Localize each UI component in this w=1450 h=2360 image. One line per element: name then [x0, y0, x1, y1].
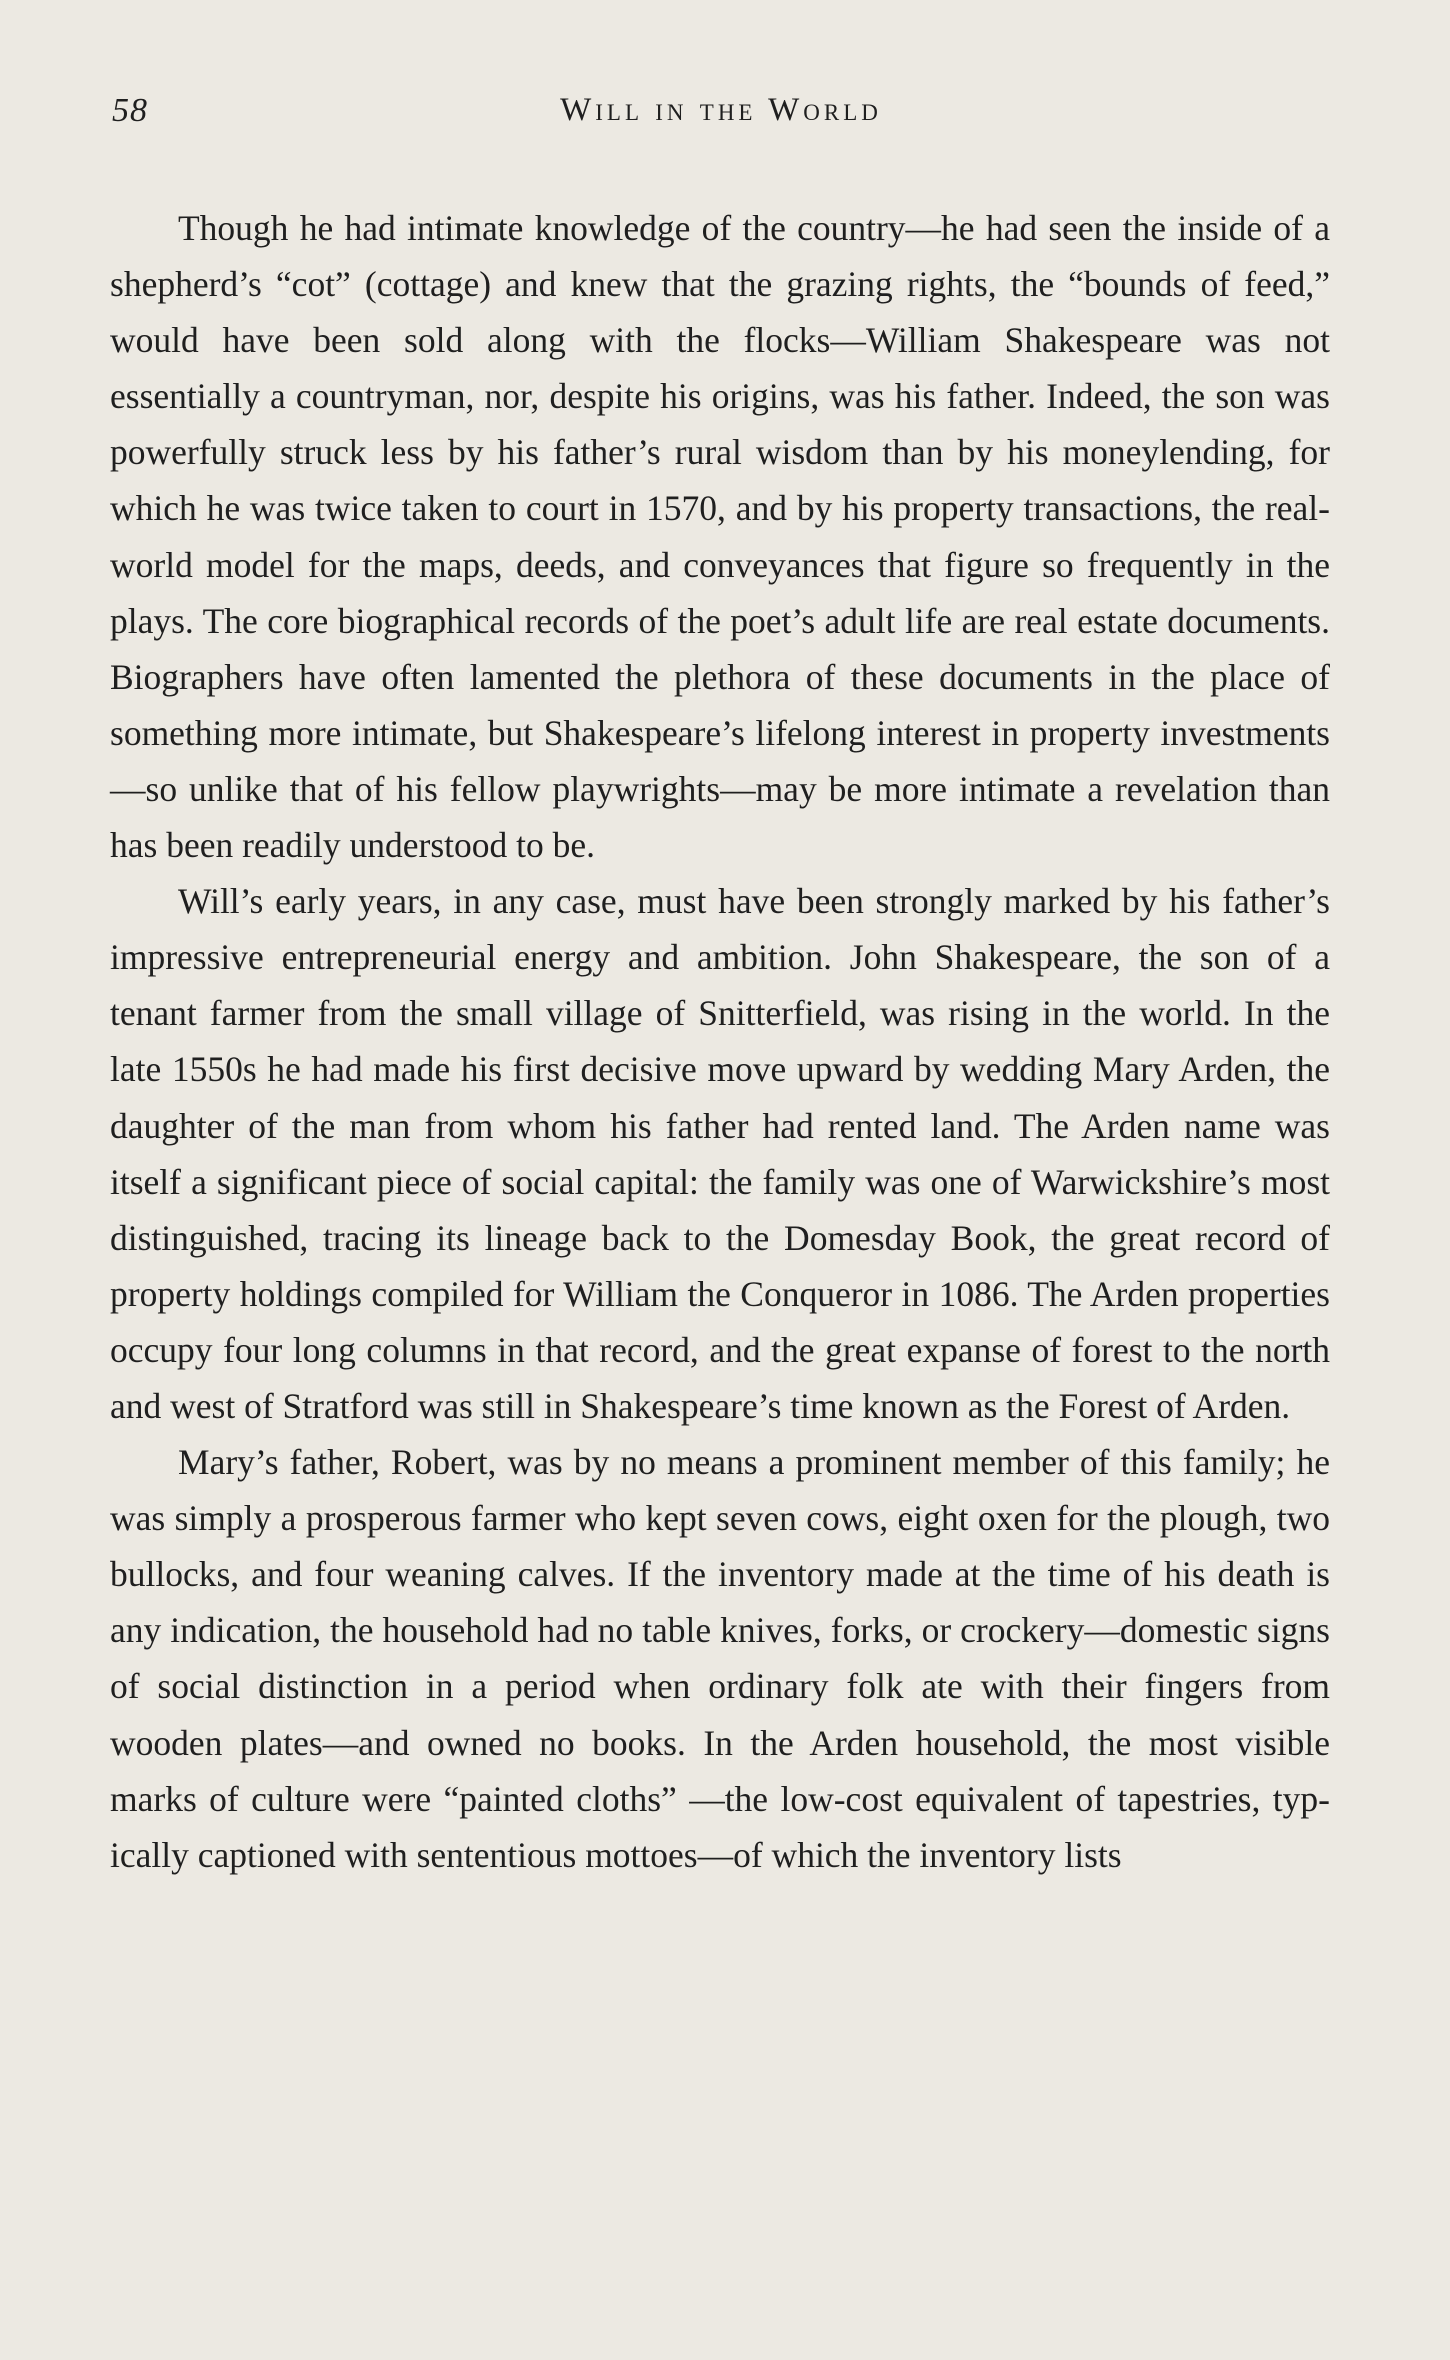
page-number: 58	[112, 92, 148, 129]
paragraph-1: Though he had intimate knowledge of the country—he had seen the inside of a shepherd’s “cot” (cottage) and knew that the grazing rights, the “bounds of feed,” would have been sold along with the flocks—William Shakespeare was not essentially a countryman, nor, despite his origins, was his father. Indeed, the son was powerfully struck less by his father’s rural wisdom than by his moneylending, for which he was twice taken to court in 1570, and by his property transactions, the real-world model for the maps, deeds, and conveyances that figure so frequently in the plays. The core biographical records of the poet’s adult life are real estate documents. Biographers have often lamented the plethora of these documents in the place of something more intimate, but Shakespeare’s lifelong interest in property investments—so unlike that of his fellow playwrights—may be more intimate a revelation than has been readily understood to be.	[110, 208, 1330, 866]
book-title: Will in the World	[560, 92, 882, 128]
running-head	[112, 92, 1330, 142]
paragraph-2: Will’s early years, in any case, must have been strongly marked by his father’s impressive entrepreneurial energy and ambition. John Shakespeare, the son of a tenant farmer from the small village of Snitterfield, was rising in the world. In the late 1550s he had made his first decisive move upward by wedding Mary Arden, the daughter of the man from whom his father had rented land. The Arden name was itself a significant piece of social capital: the family was one of Warwickshire’s most distinguished, tracing its lineage back to the Domesday Book, the great record of property holdings compiled for William the Conqueror in 1086. The Arden properties occupy four long columns in that record, and the great expanse of forest to the north and west of Stratford was still in Shakespeare’s time known as the Forest of Arden.	[110, 881, 1330, 1426]
body-text	[110, 200, 1330, 1883]
paragraph-3: Mary’s father, Robert, was by no means a prominent member of this family; he was simply a prosperous farmer who kept seven cows, eight oxen for the plough, two bullocks, and four weaning calves. If the inventory made at the time of his death is any indication, the household had no table knives, forks, or crockery—domestic signs of social distinction in a period when ordinary folk ate with their fingers from wooden plates—and owned no books. In the Arden household, the most visible marks of culture were “painted cloths” —the low-cost equivalent of tapestries, typically captioned with sententious mottoes—of which the inventory lists	[110, 1442, 1330, 1875]
